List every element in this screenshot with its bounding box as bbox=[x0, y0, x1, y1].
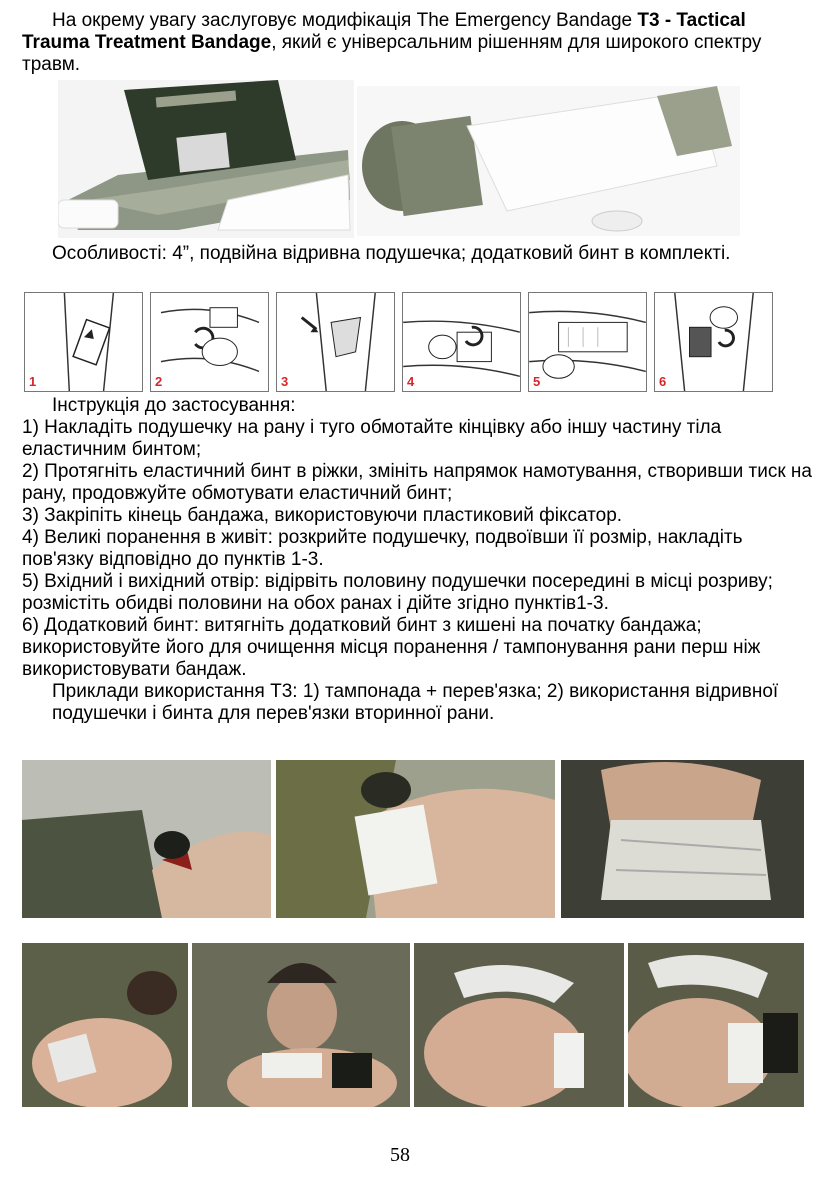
example-photo-chest-wound-1 bbox=[22, 943, 188, 1107]
step-number-1: 1 bbox=[29, 374, 37, 389]
step-number-3: 3 bbox=[281, 374, 289, 389]
example-photo-bandaged-leg bbox=[561, 760, 804, 918]
page-number: 58 bbox=[390, 1144, 410, 1166]
example-photo-chest-wound-2 bbox=[192, 943, 410, 1107]
intro-text-end: , який є універсальним рішенням для широкого спектру травм. bbox=[22, 32, 762, 75]
instructions-heading: Інструкція до застосування: bbox=[52, 395, 296, 416]
product-photo-packaged bbox=[58, 80, 354, 238]
instruction-item-6: 6) Додатковий бинт: витягніть додатковий бинт з кишені на початку бандажа; використовуйте його для очищення місця поранення / тампонування рани перш ніж використовувати бандаж. bbox=[22, 615, 761, 680]
example-photo-chest-wound-4 bbox=[628, 943, 804, 1107]
step-number-4: 4 bbox=[407, 374, 415, 389]
instructions-block bbox=[22, 395, 812, 725]
product-photo-unrolled bbox=[357, 86, 740, 236]
step-image-6 bbox=[654, 292, 773, 392]
features-paragraph: Особливості: 4”, подвійна відривна подушечка; додатковий бинт в комплекті. bbox=[52, 243, 731, 264]
step-number-5: 5 bbox=[533, 374, 541, 389]
instruction-item-3: 3) Закріпіть кінець бандажа, використовуючи пластиковий фіксатор. bbox=[22, 505, 623, 526]
step-image-1 bbox=[24, 292, 143, 392]
instruction-item-5: 5) Вхідний і вихідний отвір: відірвіть половину подушечки посередині в місці розриву; розмістіть обидві половини на обох ранах і дійте згідно пунктів1-3. bbox=[22, 571, 773, 614]
intro-paragraph bbox=[22, 10, 812, 76]
examples-paragraph: Приклади використання Т3: 1) тампонада + перев'язка; 2) використання відривної подушечки і бинта для перев'язки вторинної рани. bbox=[52, 681, 779, 724]
step-image-2 bbox=[150, 292, 269, 392]
example-photo-chest-wound-3 bbox=[414, 943, 624, 1107]
intro-text: На окрему увагу заслуговує модифікація The Emergency Bandage bbox=[52, 10, 638, 31]
instruction-item-4: 4) Великі поранення в живіт: розкрийте подушечку, подвоївши її розмір, накладіть пов'язку відповідно до пунктів 1-3. bbox=[22, 527, 743, 570]
step-image-4 bbox=[402, 292, 521, 392]
step-number-6: 6 bbox=[659, 374, 667, 389]
instruction-item-2: 2) Протягніть еластичний бинт в ріжки, змініть напрямок намотування, створивши тиск на рану, продовжуйте обмотувати еластичний бинт; bbox=[22, 461, 812, 504]
instruction-item-1: 1) Накладіть подушечку на рану і туго обмотайте кінцівку або іншу частину тіла еластичним бинтом; bbox=[22, 417, 722, 460]
example-photo-bandaging bbox=[276, 760, 555, 918]
step-number-2: 2 bbox=[155, 374, 163, 389]
intro-bold-text: T3 - Tactical Trauma Treatment Bandage bbox=[22, 10, 746, 53]
example-photo-tamponade bbox=[22, 760, 271, 918]
step-image-3 bbox=[276, 292, 395, 392]
step-image-5 bbox=[528, 292, 647, 392]
